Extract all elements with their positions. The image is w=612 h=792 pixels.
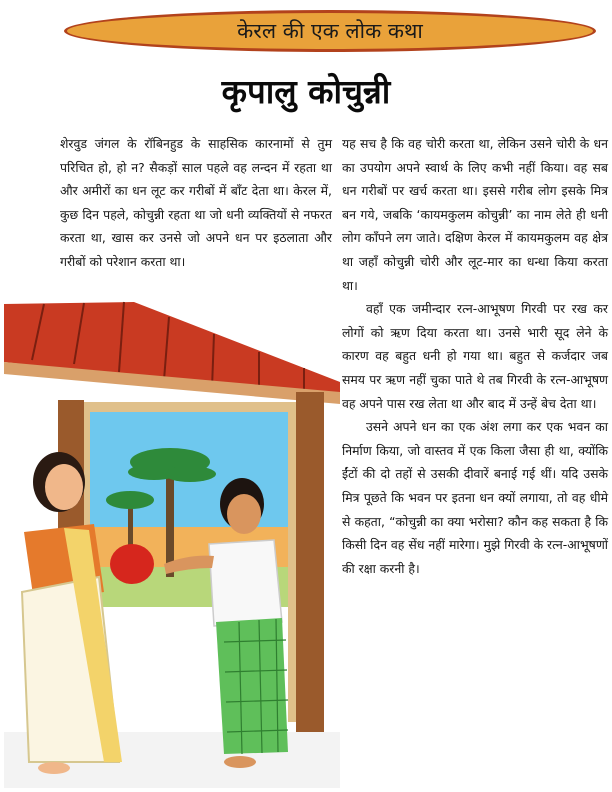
left-paragraph-1: शेरवुड जंगल के रॉबिनहुड के साहसिक कारनामों से तुम परिचित हो, हो न? सैकड़ों साल पहले वह लन्दन में रहता था और अमीरों का धन लूट कर गरीबों में बाँट देता था। केरल में, कुछ दिन पहले, कोचुन्नी रहता था जो धनी व्यक्तियों से नफरत करता था, खास कर उनसे जो अपने धन पर इठलाता और गरीबों को परेशान करता था। bbox=[60, 136, 332, 269]
story-title: कृपालु कोचुन्नी bbox=[221, 72, 391, 111]
series-title: केरल की एक लोक कथा bbox=[237, 19, 423, 43]
right-paragraph-3: उसने अपने धन का एक अंश लगा कर एक भवन का निर्माण किया, जो वास्तव में एक किला जैसा ही था, क्योंकि ईंटों की दो तहों से उसकी दीवारें बनाई गई थीं। यदि उसके मित्र पूछते कि भवन पर इतना धन क्यों लगाया, तो वह धीमे से कहता, “कोचुन्नी का क्या भरोसा? कौन कह सकता है कि किसी दिन वह सेंध नहीं मारेगा। मुझे गिरवी के रत्न-आभूषणों की रक्षा करनी है। bbox=[342, 419, 608, 576]
right-column bbox=[342, 132, 608, 580]
pillar-right bbox=[296, 392, 324, 732]
right-paragraph-2: वहाँ एक जमीन्दार रत्न-आभूषण गिरवी पर रख कर लोगों को ऋण दिया करता था। उनसे भारी सूद लेने के कारण वह बहुत धनी हो गया था। बहुत से कर्जदार जब समय पर ऋण नहीं चुका पाते थे तब गिरवी के रत्न-आभूषण वह अपने पास रख लेता था और बाद में उन्हें बेच देता था। bbox=[342, 301, 608, 411]
story-illustration bbox=[4, 292, 340, 788]
right-paragraph-1: यह सच है कि वह चोरी करता था, लेकिन उसने चोरी के धन का उपयोग अपने स्वार्थ के लिए कभी नहीं किया। वह सब धन गरीबों पर खर्च करता था। इससे गरीब लोग इसके मित्र बन गये, जबकि ‘कायमकुलम कोचुन्नी’ का नाम लेते ही धनी लोग काँपने लग जाते। दक्षिण केरल में कायमकुलम वह क्षेत्र था जहाँ कोचुन्नी चोरी और लूट-मार का धन्धा किया करता था। bbox=[342, 136, 608, 293]
left-column bbox=[60, 132, 332, 274]
series-title-banner bbox=[64, 10, 596, 52]
door-frame-top bbox=[80, 402, 298, 412]
